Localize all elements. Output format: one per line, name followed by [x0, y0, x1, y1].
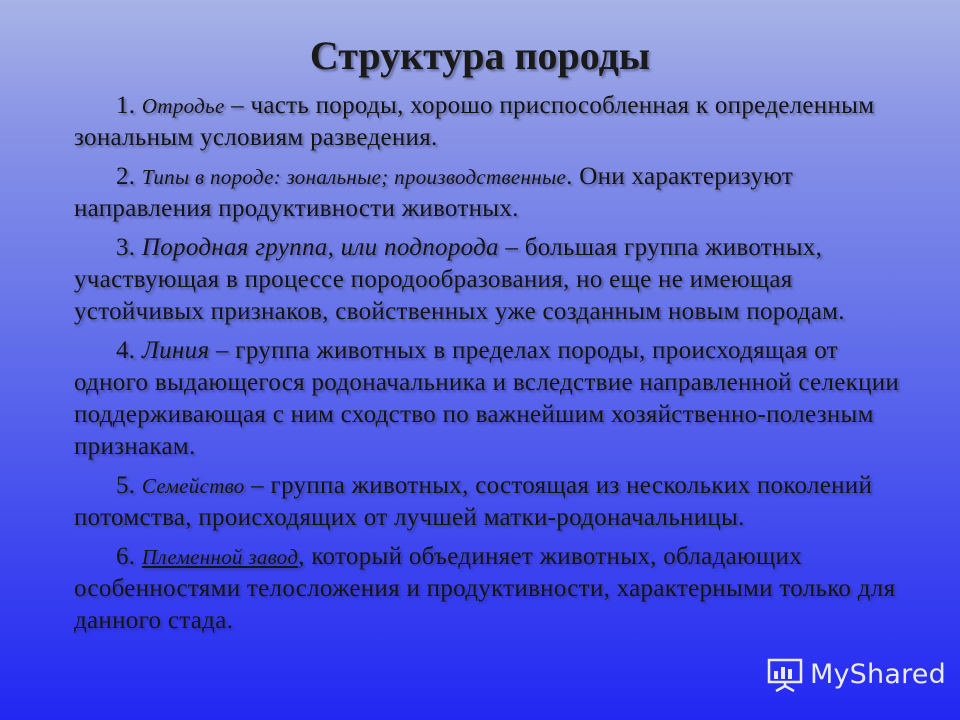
item-number: 2.: [116, 163, 142, 190]
item-term: Семейство: [141, 474, 245, 498]
list-item: [74, 470, 918, 534]
item-term: Отродье: [141, 94, 225, 118]
item-number: 1.: [116, 92, 142, 119]
item-number: 4.: [116, 337, 142, 364]
item-text: – группа животных в пределах породы, происходящая от одного выдающегося родоначальника и вследствие направленной селекции поддерживающая с ним сходство по важнейшим хозяйственно-полезным признакам.: [74, 337, 900, 460]
list-item: [74, 541, 918, 637]
slide-title: Структура породы: [309, 33, 651, 78]
item-term: Породная группа, или подпорода: [141, 234, 499, 261]
list-item: [74, 90, 918, 154]
item-number: 3.: [116, 234, 142, 261]
item-text: – большая группа животных, участвующая в процессе породообразования, но еще не имеющая устойчивых признаков, свойственных уже созданным новым породам.: [74, 234, 845, 325]
list-item: [74, 161, 918, 225]
item-text: – группа животных, состоящая из нескольких поколений потомства, происходящих от лучшей матки-родоначальницы.: [74, 472, 873, 531]
item-number: 6.: [116, 543, 142, 570]
item-term: Линия: [141, 337, 210, 364]
item-term: Племенной завод: [141, 545, 299, 569]
item-term: Типы в породе: зональные; производственные: [141, 165, 567, 189]
item-text: – часть породы, хорошо приспособленная к определенным зональным условиям разведения.: [74, 92, 875, 151]
list-item: [74, 232, 918, 328]
slide-body: [74, 90, 918, 644]
presentation-board-icon: [766, 657, 804, 693]
watermark: [766, 655, 946, 695]
item-text: . Они характеризуют направления продуктивности животных.: [74, 163, 794, 222]
item-number: 5.: [116, 472, 142, 499]
item-text: , который объединяет животных, обладающих особенностями телосложения и продуктивности, характерными только для данного стада.: [74, 543, 896, 634]
list-item: [74, 335, 918, 463]
watermark-text: MyShared: [810, 659, 946, 690]
